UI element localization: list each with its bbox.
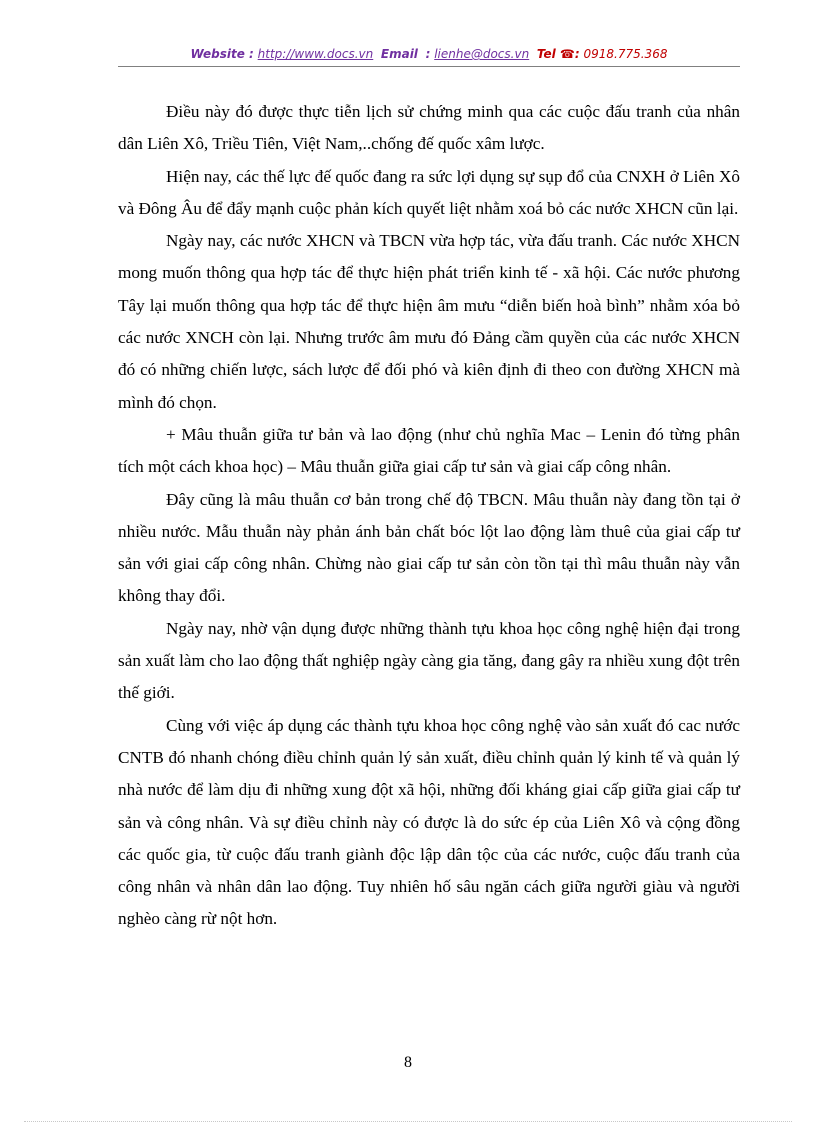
page-bottom-border xyxy=(24,1121,792,1122)
paragraph: Đây cũng là mâu thuẫn cơ bản trong chế độ TBCN. Mâu thuẫn này đang tồn tại ở nhiều nước. Mẫu thuẫn này phản ánh bản chất bóc lột lao động làm thuê của giai cấp tư sản với giai cấp công nhân. Chừng nào giai cấp tư sản còn tồn tại thì mâu thuẫn này vẫn không thay đổi. xyxy=(118,489,740,606)
email-link[interactable]: lienhe@docs.vn xyxy=(434,47,530,61)
page-number: 8 xyxy=(404,1054,412,1071)
paragraph: Ngày nay, nhờ vận dụng được những thành tựu khoa học công nghệ hiện đại trong sản xuất làm cho lao động thất nghiệp ngày càng gia tăng, đang gây ra nhiều xung đột trên thế giới. xyxy=(118,618,740,703)
paragraph: Hiện nay, các thế lực đế quốc đang ra sức lợi dụng sự sụp đổ của CNXH ở Liên Xô và Đông Âu để đẩy mạnh cuộc phản kích quyết liệt nhằm xoá bỏ các nước XHCN cũn lại. xyxy=(118,166,740,218)
website-label: Website : xyxy=(190,47,254,61)
email-colon: : xyxy=(425,47,431,61)
paragraph: + Mâu thuẫn giữa tư bản và lao động (như chủ nghĩa Mac – Lenin đó từng phân tích một cách khoa học) – Mâu thuẫn giữa giai cấp tư sản và giai cấp công nhân. xyxy=(118,424,740,477)
website-link[interactable]: http://www.docs.vn xyxy=(257,47,374,61)
phone-number: 0918.775.368 xyxy=(583,47,668,61)
paragraph: Ngày nay, các nước XHCN và TBCN vừa hợp tác, vừa đấu tranh. Các nước XHCN mong muốn thông qua hợp tác để thực hiện phát triển kinh tế - xã hội. Các nước phương Tây lại muốn thông qua hợp tác để thực hiện âm mưu “diễn biến hoà bình” nhằm xóa bỏ các nước XNCH còn lại. Nhưng trước âm mưu đó Đảng cầm quyền của các nước XHCN đó có những chiến lược, sách lược để đối phó và kiên định đi theo con đường XHCN mà mình đó chọn. xyxy=(118,231,740,412)
page-header xyxy=(118,47,740,61)
paragraph: Điều này đó được thực tiễn lịch sử chứng minh qua các cuộc đấu tranh của nhân dân Liên Xô, Triều Tiên, Việt Nam,..chống đế quốc xâm lược. xyxy=(118,102,740,154)
header-divider xyxy=(118,66,740,67)
paragraph: Cùng với việc áp dụng các thành tựu khoa học công nghệ vào sản xuất đó cac nước CNTB đó nhanh chóng điều chỉnh quản lý sản xuất, điều chỉnh quản lý kinh tế và quản lý nhà nước để làm dịu đi những xung đột xã hội, những đối kháng giai cấp giữa giai cấp tư sản và công nhân. Và sự điều chỉnh này có được là do sức ép của Liên Xô và cộng đồng các quốc gia, từ cuộc đấu tranh giành độc lập dân tộc của các nước, cuộc đấu tranh của công nhân và nhân dân lao động. Tuy nhiên hố sâu ngăn cách giữa người giàu và người nghèo càng rừ nột hơn. xyxy=(118,715,740,929)
email-label: Email xyxy=(380,47,418,61)
document-body xyxy=(118,96,740,936)
tel-label: Tel ☎: xyxy=(536,47,580,61)
